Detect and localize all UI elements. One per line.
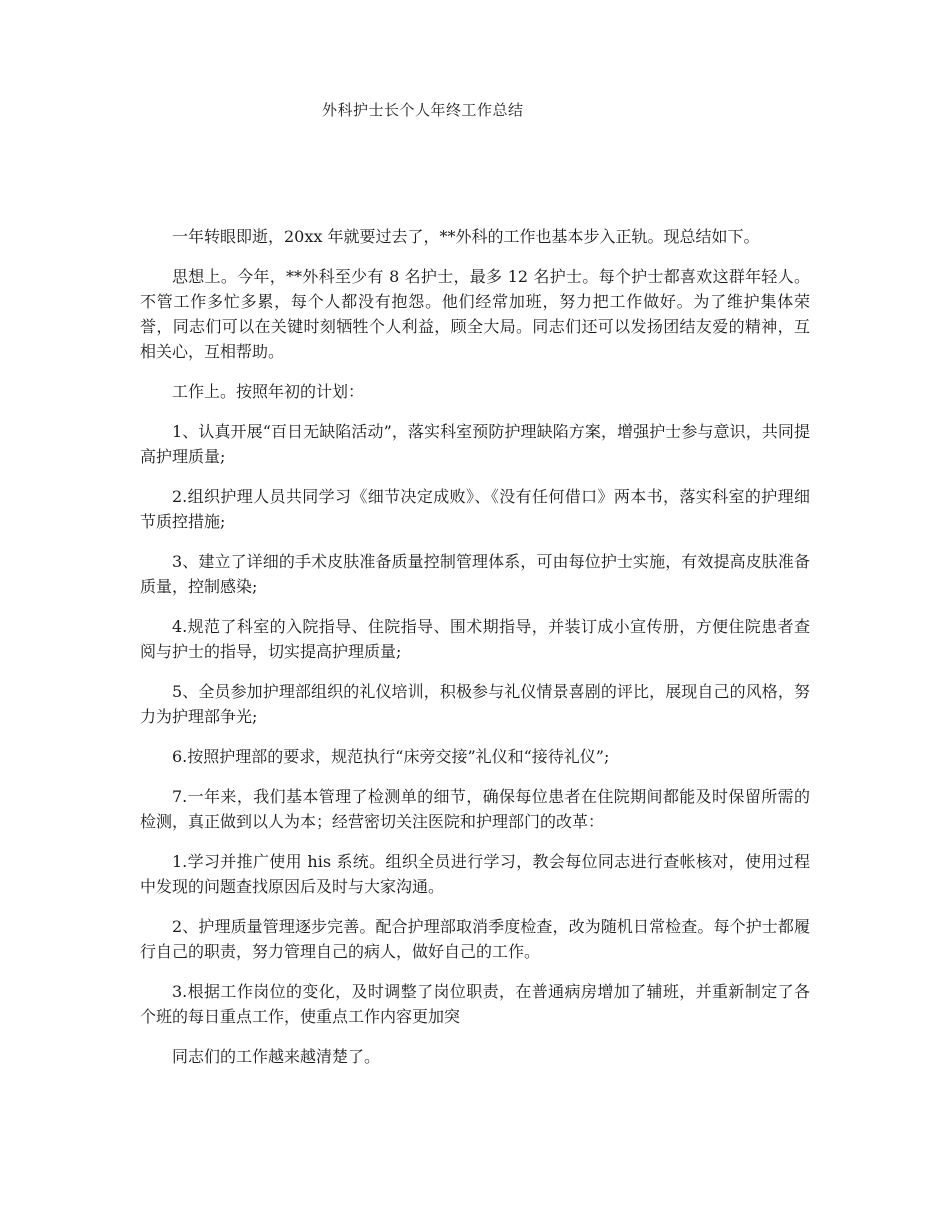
paragraph-reform-3: 3.根据工作岗位的变化，及时调整了岗位职责，在普通病房增加了辅班，并重新制定了各个班的每日重点工作，使重点工作内容更加突 [140, 982, 810, 1026]
paragraph-reform-2: 2、护理质量管理逐步完善。配合护理部取消季度检查，改为随机日常检查。每个护士都履行自己的职责，努力管理自己的病人，做好自己的工作。 [140, 917, 810, 961]
paragraph-reform-1: 1.学习并推广使用 his 系统。组织全员进行学习，教会每位同志进行查帐核对，使用过程中发现的问题查找原因后及时与大家沟通。 [140, 852, 810, 896]
paragraph-closing: 同志们的工作越来越清楚了。 [172, 1047, 381, 1066]
paragraph-item-3: 3、建立了详细的手术皮肤准备质量控制管理体系，可由每位护士实施，有效提高皮肤准备质量，控制感染; [140, 552, 810, 596]
document-body [140, 224, 810, 1084]
paragraph-item-5: 5、全员参加护理部组织的礼仪培训，积极参与礼仪情景喜剧的评比，展现自己的风格，努力为护理部争光; [140, 682, 810, 726]
paragraph-work-heading: 工作上。按照年初的计划： [172, 382, 365, 401]
paragraph-thought: 思想上。今年，**外科至少有 8 名护士，最多 12 名护士。每个护士都喜欢这群年轻人。不管工作多忙多累，每个人都没有抱怨。他们经常加班，努力把工作做好。为了维护集体荣誉，同志们可以在关键时刻牺牲个人利益，顾全大局。同志们还可以发扬团结友爱的精神，互相关心，互相帮助。 [140, 267, 810, 361]
paragraph-item-6: 6.按照护理部的要求，规范执行“床旁交接”礼仪和“接待礼仪”; [172, 747, 610, 766]
paragraph-item-1: 1、认真开展“百日无缺陷活动”，落实科室预防护理缺陷方案，增强护士参与意识，共同提高护理质量; [140, 422, 810, 466]
paragraph-intro: 一年转眼即逝，20xx 年就要过去了，**外科的工作也基本步入正轨。现总结如下。 [172, 227, 760, 246]
paragraph-item-2: 2.组织护理人员共同学习《细节决定成败》、《没有任何借口》两本书，落实科室的护理细节质控措施; [140, 487, 810, 531]
paragraph-item-4: 4.规范了科室的入院指导、住院指导、围术期指导，并装订成小宣传册，方便住院患者查阅与护士的指导，切实提高护理质量; [140, 617, 810, 661]
document-title: 外科护士长个人年终工作总结 [322, 101, 524, 119]
paragraph-item-7: 7.一年来，我们基本管理了检测单的细节，确保每位患者在住院期间都能及时保留所需的检测，真正做到以人为本；经营密切关注医院和护理部门的改革： [140, 787, 810, 831]
